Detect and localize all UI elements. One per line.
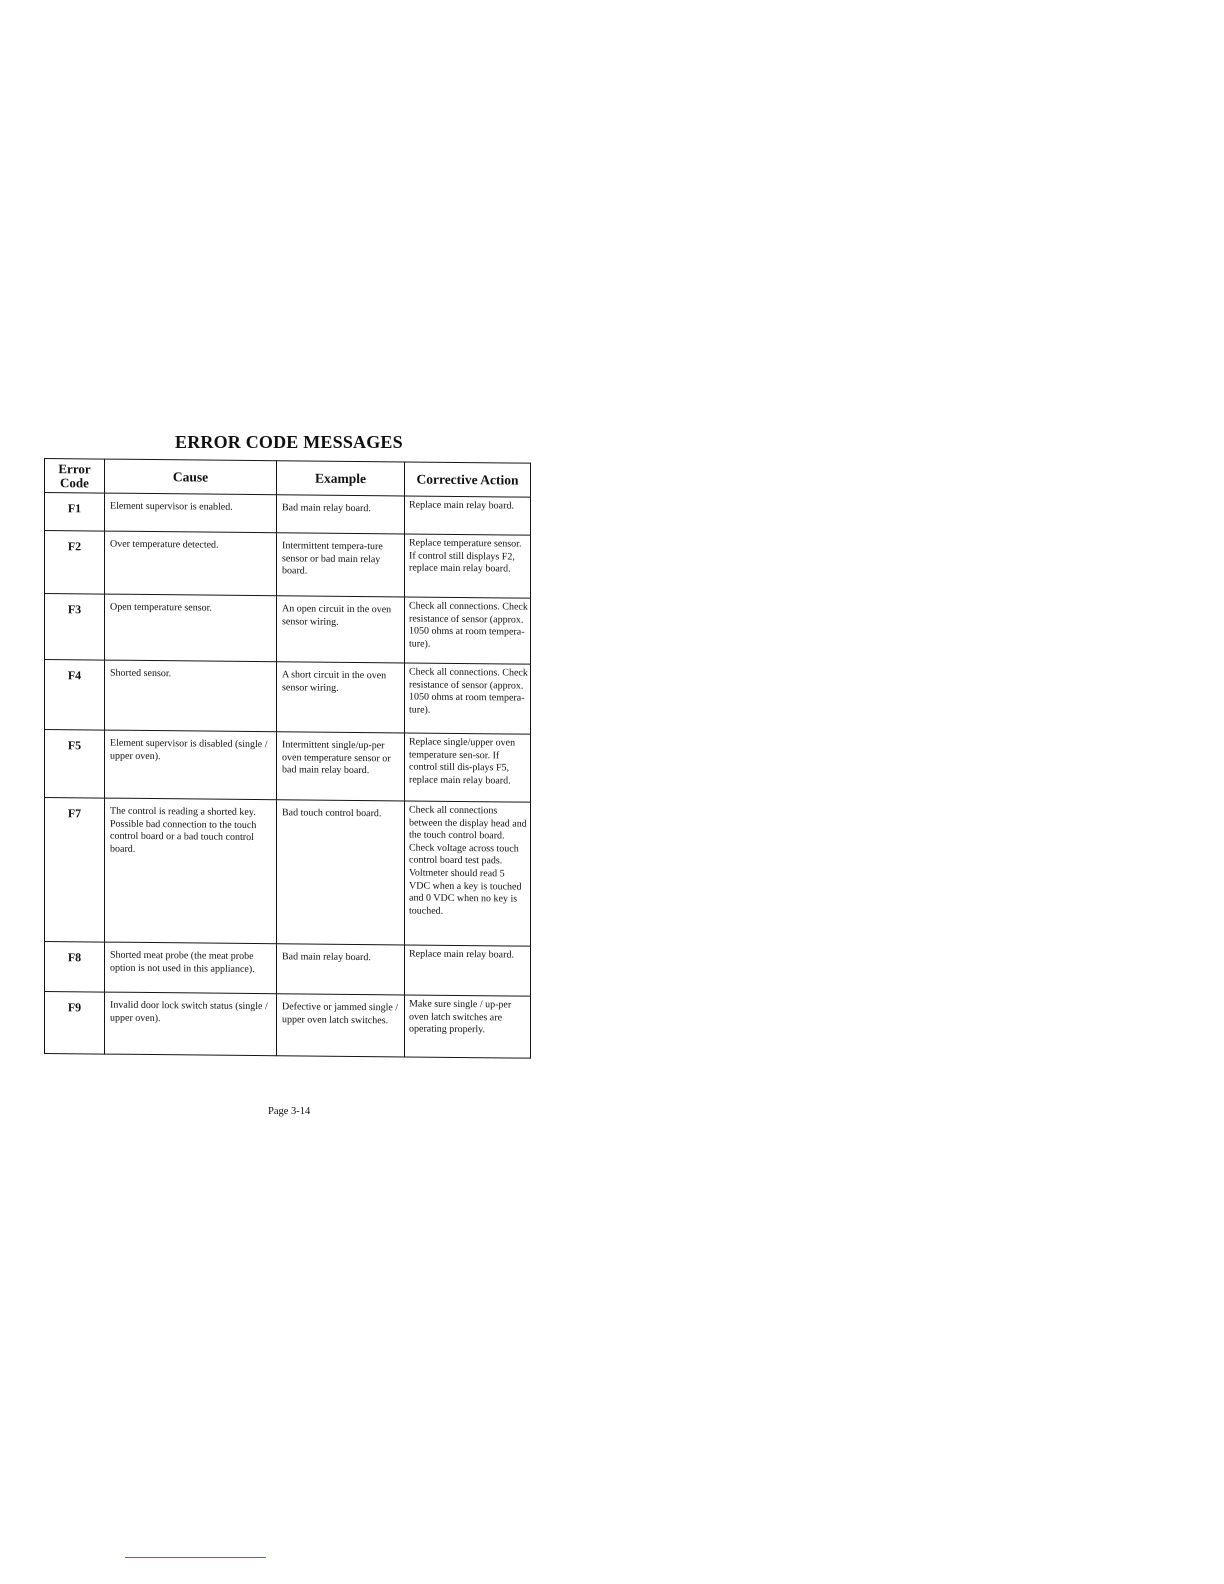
error-code: F3 bbox=[67, 602, 82, 617]
action-cell bbox=[405, 733, 531, 802]
error-code: F5 bbox=[67, 738, 82, 753]
table-header-row bbox=[45, 459, 531, 498]
page-number: Page 3-14 bbox=[268, 1106, 311, 1117]
example-text: An open circuit in the oven sensor wiring. bbox=[282, 603, 392, 628]
action-text: Replace single/upper oven temperature sen-sor. If control still dis-plays F5, replace main relay board. bbox=[409, 736, 516, 787]
cause-cell bbox=[105, 660, 277, 732]
page-title: ERROR CODE MESSAGES bbox=[175, 432, 403, 452]
action-text: Replace main relay board. bbox=[409, 948, 514, 961]
action-cell bbox=[405, 663, 531, 734]
action-cell bbox=[405, 801, 531, 946]
example-text: A short circuit in the oven sensor wiring. bbox=[282, 669, 387, 694]
cause-cell bbox=[105, 594, 277, 662]
example-text: Bad touch control board. bbox=[282, 807, 382, 820]
example-cell bbox=[277, 495, 405, 534]
example-text: Intermittent tempera-ture sensor or bad main relay board. bbox=[282, 540, 383, 577]
example-text: Bad main relay board. bbox=[282, 502, 371, 515]
example-cell bbox=[277, 596, 405, 663]
header-corrective-action: Corrective Action bbox=[405, 462, 531, 497]
table-row bbox=[45, 594, 531, 665]
action-text: Replace temperature sensor. If control still displays F2, replace main relay board. bbox=[409, 537, 522, 575]
example-cell bbox=[277, 800, 405, 945]
table-row bbox=[45, 493, 531, 536]
cause-text: Over temperature detected. bbox=[110, 538, 219, 551]
action-text: Check all connections between the display head and the touch control board. Check voltage across touch control board test pads. Voltmeter should read 5 VDC when a key is touched and 0 VDC when no key is touched. bbox=[409, 804, 527, 917]
error-code-cell bbox=[45, 992, 105, 1055]
example-cell bbox=[277, 533, 405, 597]
error-code-cell bbox=[45, 942, 105, 993]
error-code-cell bbox=[45, 798, 105, 943]
cause-text: Shorted sensor. bbox=[110, 667, 172, 680]
cause-text: Element supervisor is disabled (single / upper oven). bbox=[110, 737, 268, 762]
example-cell bbox=[277, 732, 405, 801]
action-text: Check all connections. Check resistance of sensor (approx. 1050 ohms at room tempera-ture). bbox=[409, 600, 528, 650]
cause-text: Invalid door lock switch status (single / upper oven). bbox=[110, 999, 268, 1024]
example-cell bbox=[277, 944, 405, 995]
example-text: Defective or jammed single / upper oven latch switches. bbox=[282, 1001, 399, 1026]
error-code: F8 bbox=[67, 950, 82, 965]
header-error-code: Error Code bbox=[45, 459, 105, 494]
error-code-cell bbox=[45, 531, 105, 595]
error-code: F7 bbox=[67, 806, 82, 821]
error-code: F9 bbox=[67, 1000, 82, 1015]
header-cause: Cause bbox=[105, 459, 277, 495]
action-cell bbox=[405, 496, 531, 535]
action-text: Check all connections. Check resistance of sensor (approx. 1050 ohms at room tempera-ture). bbox=[409, 666, 528, 716]
cause-cell bbox=[105, 992, 277, 1056]
header-example: Example bbox=[277, 461, 405, 496]
action-text: Replace main relay board. bbox=[409, 499, 514, 512]
divider-line bbox=[125, 1557, 266, 1558]
cause-text: Shorted meat probe (the meat probe option is not used in this appliance). bbox=[110, 949, 255, 975]
error-code-cell bbox=[45, 730, 105, 799]
example-cell bbox=[277, 662, 405, 733]
cause-cell bbox=[105, 531, 277, 596]
error-code-cell bbox=[45, 493, 105, 532]
action-cell bbox=[405, 995, 531, 1058]
cause-cell bbox=[105, 798, 277, 944]
table-row bbox=[45, 798, 531, 947]
error-code: F2 bbox=[67, 539, 82, 554]
action-cell bbox=[405, 945, 531, 996]
example-text: Intermittent single/up-per oven temperature sensor or bad main relay board. bbox=[282, 739, 391, 777]
cause-text: Element supervisor is enabled. bbox=[110, 500, 233, 513]
error-code-cell bbox=[45, 594, 105, 661]
cause-cell bbox=[105, 730, 277, 800]
error-code: F1 bbox=[67, 501, 82, 516]
cause-text: Open temperature sensor. bbox=[110, 601, 212, 614]
cause-cell bbox=[105, 942, 277, 994]
example-cell bbox=[277, 994, 405, 1057]
table-row bbox=[45, 660, 531, 735]
example-text: Bad main relay board. bbox=[282, 951, 371, 964]
error-code-cell bbox=[45, 660, 105, 731]
action-cell bbox=[405, 597, 531, 664]
cause-text: The control is reading a shorted key. Possible bad connection to the touch control board or a bad touch control board. bbox=[110, 805, 257, 855]
table-row bbox=[45, 730, 531, 803]
table-row bbox=[45, 992, 531, 1059]
action-cell bbox=[405, 534, 531, 598]
error-code: F4 bbox=[67, 668, 82, 683]
table-row bbox=[45, 531, 531, 599]
cause-cell bbox=[105, 493, 277, 533]
error-code-table bbox=[44, 458, 531, 1059]
table-row bbox=[45, 942, 531, 997]
action-text: Make sure single / up-per oven latch switches are operating properly. bbox=[409, 998, 512, 1036]
